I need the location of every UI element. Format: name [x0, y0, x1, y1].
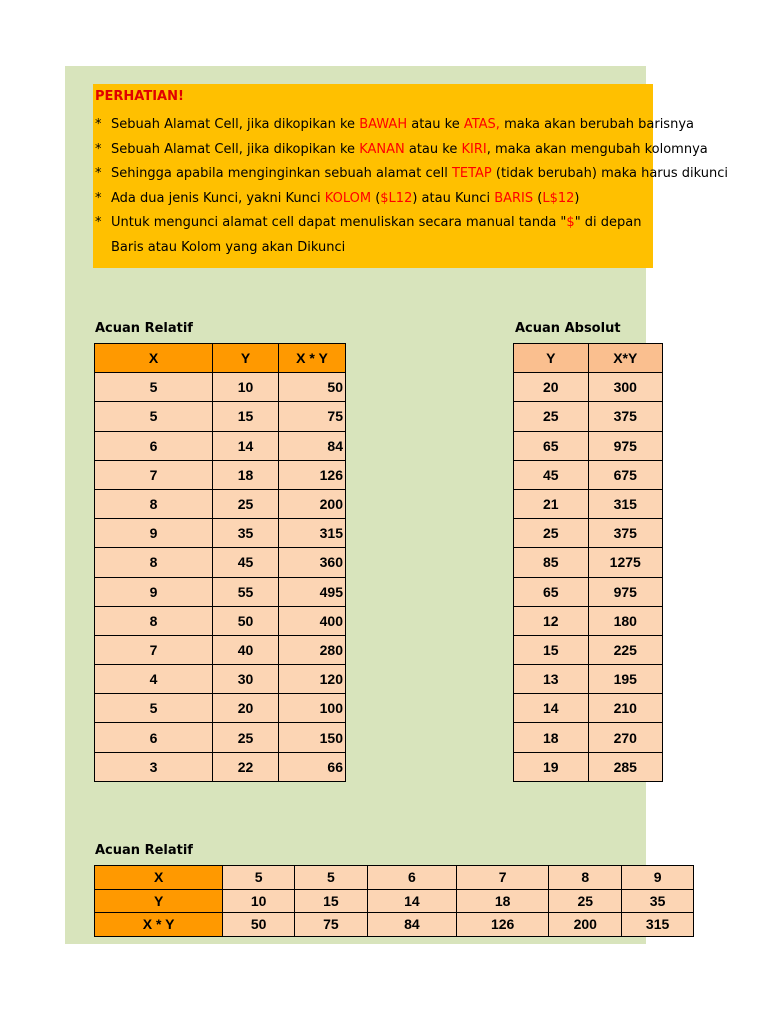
table-cell: 200: [279, 489, 346, 518]
table-cell: 315: [279, 519, 346, 548]
table-cell: 270: [588, 723, 663, 752]
absolute-table-label: Acuan Absolut: [515, 321, 621, 336]
table-cell: 10: [223, 889, 295, 913]
highlight-text: L$12: [542, 190, 575, 206]
table-cell: 30: [213, 665, 279, 694]
relative-reference-horizontal-table: [94, 865, 694, 937]
note-text: , maka akan mengubah kolomnya: [486, 141, 708, 157]
note-text: Untuk mengunci alamat cell dapat menuliskan secara manual tanda ": [111, 215, 567, 230]
note-text: ) atau Kunci: [412, 190, 495, 206]
table-cell: 300: [588, 373, 663, 402]
table-row: [514, 460, 663, 489]
table-cell: 225: [588, 635, 663, 664]
table-row: [95, 723, 346, 752]
table-row: [514, 519, 663, 548]
table-row: [95, 548, 346, 577]
table-cell: 315: [622, 913, 694, 937]
table-cell: 85: [514, 548, 589, 577]
note-line: [95, 166, 728, 181]
note-text: atau ke: [407, 117, 464, 132]
note-text: (: [533, 190, 543, 206]
highlight-text: BAWAH: [359, 117, 408, 132]
table-cell: 12: [514, 606, 589, 635]
table-cell: 8: [95, 489, 213, 518]
table-cell: 9: [622, 866, 694, 890]
highlight-text: ATAS,: [463, 117, 500, 132]
table-cell: 84: [367, 913, 456, 937]
highlight-text: $L12: [380, 190, 413, 206]
table-cell: 210: [588, 694, 663, 723]
table-row: [95, 519, 346, 548]
table-cell: 45: [213, 548, 279, 577]
note-text: Sebuah Alamat Cell, jika dikopikan ke: [111, 141, 360, 157]
table-cell: 75: [295, 913, 368, 937]
table-row: [95, 489, 346, 518]
table-row: [95, 431, 346, 460]
highlight-text: KANAN: [359, 141, 405, 157]
note-line: [95, 215, 642, 230]
note-text: atau ke: [404, 141, 462, 157]
table-cell: 25: [549, 889, 622, 913]
table-cell: 25: [514, 519, 589, 548]
table-cell: 25: [213, 489, 279, 518]
note-text: maka akan berubah barisnya: [499, 117, 694, 132]
column-header: Y: [213, 344, 279, 373]
table-cell: 4: [95, 665, 213, 694]
table-row: [95, 694, 346, 723]
table-cell: 375: [588, 519, 663, 548]
table-cell: 5: [95, 373, 213, 402]
table-cell: 50: [223, 913, 295, 937]
note-text: ): [574, 190, 580, 206]
column-header: Y: [514, 344, 589, 373]
note-text: Baris atau Kolom yang akan Dikunci: [111, 239, 346, 255]
bullet-marker: *: [95, 141, 102, 157]
table-cell: 495: [279, 577, 346, 606]
bullet-marker: *: [95, 190, 102, 206]
table-row: [95, 402, 346, 431]
table-row: [514, 577, 663, 606]
table-cell: 280: [279, 635, 346, 664]
attention-note: [93, 84, 729, 268]
table-cell: 8: [95, 606, 213, 635]
note-line: [95, 240, 345, 255]
table-row: [514, 402, 663, 431]
table-cell: 375: [588, 402, 663, 431]
table-row: [95, 606, 346, 635]
table-row: [514, 373, 663, 402]
worksheet-area: [65, 66, 729, 944]
table-cell: 15: [514, 635, 589, 664]
table-cell: 21: [514, 489, 589, 518]
table-row: [95, 373, 346, 402]
table-row: [514, 694, 663, 723]
highlight-text: KOLOM: [324, 190, 372, 206]
table-cell: 13: [514, 665, 589, 694]
table-cell: 65: [514, 577, 589, 606]
row-header: X: [95, 866, 223, 890]
table-cell: 7: [95, 635, 213, 664]
table-row: [95, 913, 694, 937]
table-cell: 120: [279, 665, 346, 694]
row-header: X * Y: [95, 913, 223, 937]
table-cell: 35: [622, 889, 694, 913]
table-row: [95, 665, 346, 694]
table-row: [514, 431, 663, 460]
table-row: [95, 889, 694, 913]
table-cell: 20: [514, 373, 589, 402]
table-cell: 10: [213, 373, 279, 402]
table-cell: 285: [588, 752, 663, 781]
note-line: [95, 191, 580, 206]
note-text: Sehingga apabila menginginkan sebuah alamat cell: [111, 166, 452, 181]
table-cell: 7: [95, 460, 213, 489]
table-cell: 84: [279, 431, 346, 460]
table-cell: 9: [95, 577, 213, 606]
table-row: [95, 866, 694, 890]
table-cell: 15: [295, 889, 368, 913]
note-text: Sebuah Alamat Cell, jika dikopikan ke: [111, 117, 360, 132]
bullet-marker: *: [95, 166, 102, 181]
table-cell: 126: [456, 913, 548, 937]
table-cell: 14: [367, 889, 456, 913]
absolute-reference-table: [513, 343, 663, 782]
table-row: [95, 752, 346, 781]
relative-reference-table: [94, 343, 346, 782]
bullet-marker: *: [95, 117, 102, 132]
highlight-text: BARIS: [494, 190, 534, 206]
table-cell: 14: [514, 694, 589, 723]
table-cell: 55: [213, 577, 279, 606]
row-header: Y: [95, 889, 223, 913]
table-cell: 66: [279, 752, 346, 781]
table-cell: 40: [213, 635, 279, 664]
table-cell: 195: [588, 665, 663, 694]
table-cell: 35: [213, 519, 279, 548]
table-cell: 5: [95, 694, 213, 723]
table-cell: 18: [514, 723, 589, 752]
table-cell: 5: [295, 866, 368, 890]
table-cell: 675: [588, 460, 663, 489]
note-title: PERHATIAN!: [95, 89, 184, 104]
table-cell: 360: [279, 548, 346, 577]
table-cell: 5: [95, 402, 213, 431]
table-row: [95, 460, 346, 489]
table-row: [514, 606, 663, 635]
highlight-text: KIRI: [461, 141, 487, 157]
table-cell: 3: [95, 752, 213, 781]
table-cell: 8: [95, 548, 213, 577]
horizontal-table-label: Acuan Relatif: [95, 843, 193, 858]
table-cell: 75: [279, 402, 346, 431]
bullet-marker: *: [95, 215, 102, 230]
table-cell: 25: [514, 402, 589, 431]
note-text: (: [371, 190, 381, 206]
table-cell: 15: [213, 402, 279, 431]
table-cell: 1275: [588, 548, 663, 577]
note-text: " di depan: [574, 215, 642, 230]
table-cell: 6: [95, 431, 213, 460]
note-text: (tidak berubah) maka harus dikunci: [491, 166, 729, 181]
note-line: [95, 117, 694, 132]
table-cell: 18: [456, 889, 548, 913]
table-cell: 22: [213, 752, 279, 781]
table-cell: 5: [223, 866, 295, 890]
table-row: [95, 577, 346, 606]
table-row: [514, 489, 663, 518]
table-cell: 20: [213, 694, 279, 723]
table-cell: 25: [213, 723, 279, 752]
table-cell: 9: [95, 519, 213, 548]
table-row: [514, 723, 663, 752]
relative-table-label: Acuan Relatif: [95, 321, 193, 336]
note-text: Ada dua jenis Kunci, yakni Kunci: [111, 190, 325, 206]
column-header: X * Y: [279, 344, 346, 373]
table-cell: 50: [213, 606, 279, 635]
column-header: X*Y: [588, 344, 663, 373]
table-cell: 315: [588, 489, 663, 518]
table-cell: 45: [514, 460, 589, 489]
table-cell: 180: [588, 606, 663, 635]
header-row: [95, 344, 346, 373]
table-row: [514, 752, 663, 781]
table-cell: 6: [95, 723, 213, 752]
table-row: [95, 635, 346, 664]
table-cell: 975: [588, 431, 663, 460]
highlight-text: TETAP: [451, 166, 492, 181]
table-row: [514, 548, 663, 577]
table-cell: 18: [213, 460, 279, 489]
table-cell: 6: [367, 866, 456, 890]
table-row: [514, 665, 663, 694]
table-cell: 19: [514, 752, 589, 781]
header-row: [514, 344, 663, 373]
table-cell: 126: [279, 460, 346, 489]
column-header: X: [95, 344, 213, 373]
note-line: [95, 142, 708, 157]
table-cell: 150: [279, 723, 346, 752]
table-cell: 65: [514, 431, 589, 460]
table-cell: 8: [549, 866, 622, 890]
table-cell: 200: [549, 913, 622, 937]
table-cell: 100: [279, 694, 346, 723]
highlight-text: $: [566, 215, 575, 230]
table-cell: 50: [279, 373, 346, 402]
table-cell: 14: [213, 431, 279, 460]
table-cell: 975: [588, 577, 663, 606]
table-row: [514, 635, 663, 664]
table-cell: 400: [279, 606, 346, 635]
table-cell: 7: [456, 866, 548, 890]
